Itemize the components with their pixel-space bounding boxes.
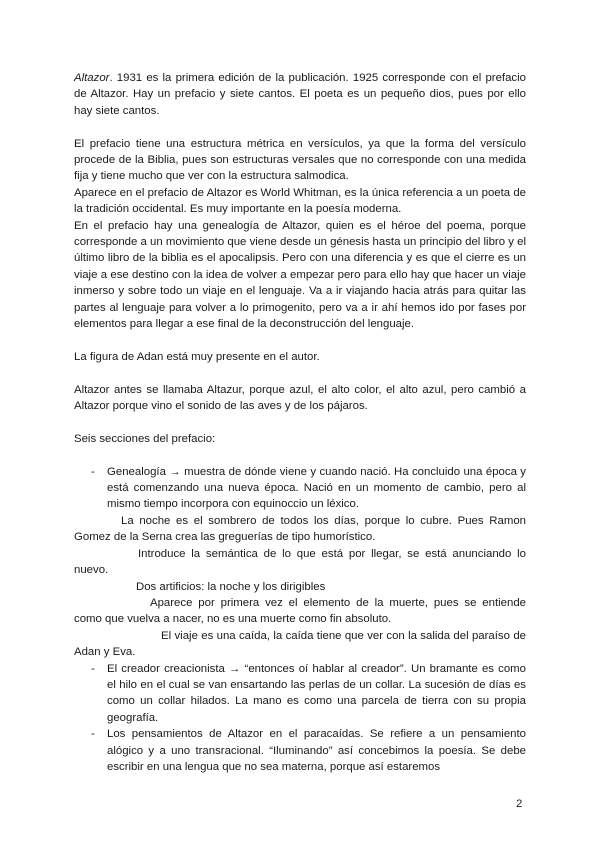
note-paragraph: Aparece por primera vez el elemento de la muerte, pues se entiende como que vuelva a nacer, no es una muerte como fin absoluto.: [74, 596, 526, 626]
paragraph-altazur: Altazor antes se llamaba Altazur, porque azul, el alto color, el alto azul, pero cambió a Altazor porque vino el sonido de las aves y de los pájaros.: [74, 383, 526, 413]
paragraph-genealogy: En el prefacio hay una genealogía de Altazor, quien es el héroe del poema, porque corresponde a un movimiento que viene desde un génesis hasta un principio del libro y el último libro de la biblia es el apocalipsis. Pero con una diferencia y es que el cierre es un viaje a ese destino con la idea de volver a empezar pero para ello hay que hacer un viaje inmerso y sobre todo un viaje en el lenguaje. Va a ir viajando hacia atrás para quitar las partes al lenguaje para volver a lo primogenito, pero va a ir ahí hemos ido por fases por elementos para llegar a ese final de la deconstrucción del lenguaje.: [74, 219, 526, 331]
bullet-dash: -: [91, 465, 95, 478]
intro-paragraph: [74, 70, 526, 119]
paragraph-whitman: Aparece en el prefacio de Altazor es World Whitman, es la única referencia a un poeta de la tradición occidental. Es muy importante en la poesía moderna.: [74, 186, 526, 216]
list-item-text: Los pensamientos de Altazor en el paracaídas. Se refiere a un pensamiento alógico y a uno transracional. “Iluminando” así concebimos la poesía. Se debe escribir en una lengua que no sea materna, porque así estaremos: [107, 728, 526, 773]
list-item: [74, 726, 526, 775]
paragraph-gap: [74, 119, 526, 135]
note-paragraph: El viaje es una caída, la caída tiene que ver con la salida del paraíso de Adan y Eva.: [74, 629, 526, 659]
note-paragraph: Introduce la semántica de lo que está por llegar, se está anunciando lo nuevo.: [74, 547, 526, 577]
note-paragraph: La noche es el sombrero de todos los días, porque lo cubre. Pues Ramon Gomez de la Serna crea las greguerías de tipo humorístico.: [74, 514, 526, 544]
list-item-text: El creador creacionista → “entonces oí hablar al creador”. Un bramante es como el hilo en el cual se van ensartando las perlas de un collar. La sucesión de días es como un collar hilados. La mano es como una parcela de tierra con su propia geografía.: [107, 662, 526, 724]
paragraph-structure: El prefacio tiene una estructura métrica en versículos, ya que la forma del versículo procede de la Biblia, pues son estructuras versales que no corresponde con una medida fija y tiene mucho que ver con la estructura salmodica.: [74, 137, 526, 183]
paragraph-gap: [74, 332, 526, 348]
sections-heading: Seis secciones del prefacio:: [74, 432, 216, 445]
bullet-dash: -: [91, 662, 95, 675]
bullet-dash: -: [91, 728, 95, 741]
book-title: Altazor: [74, 72, 110, 84]
list-item: [74, 661, 526, 727]
paragraph-gap: [74, 414, 526, 430]
list-item: [74, 464, 526, 513]
note-paragraph: Dos artificios: la noche y los dirigibles: [136, 580, 326, 593]
paragraph-adan: La figura de Adan está muy presente en el autor.: [74, 350, 320, 363]
paragraph-gap: [74, 447, 526, 463]
page-number: 2: [516, 798, 523, 810]
list-item-text: Genealogía → muestra de dónde viene y cuando nació. Ha concluido una época y está comenzando una nueva época. Nació en un momento de cambio, pero al mismo tiempo incorpora con equinoccio un léxico.: [107, 465, 526, 511]
page-content: [74, 70, 526, 775]
paragraph-gap: [74, 365, 526, 381]
intro-text: . 1931 es la primera edición de la publicación. 1925 corresponde con el prefacio de Altazor. Hay un prefacio y siete cantos. El poeta es un pequeño dios, pues por ello hay siete cantos.: [74, 72, 526, 117]
